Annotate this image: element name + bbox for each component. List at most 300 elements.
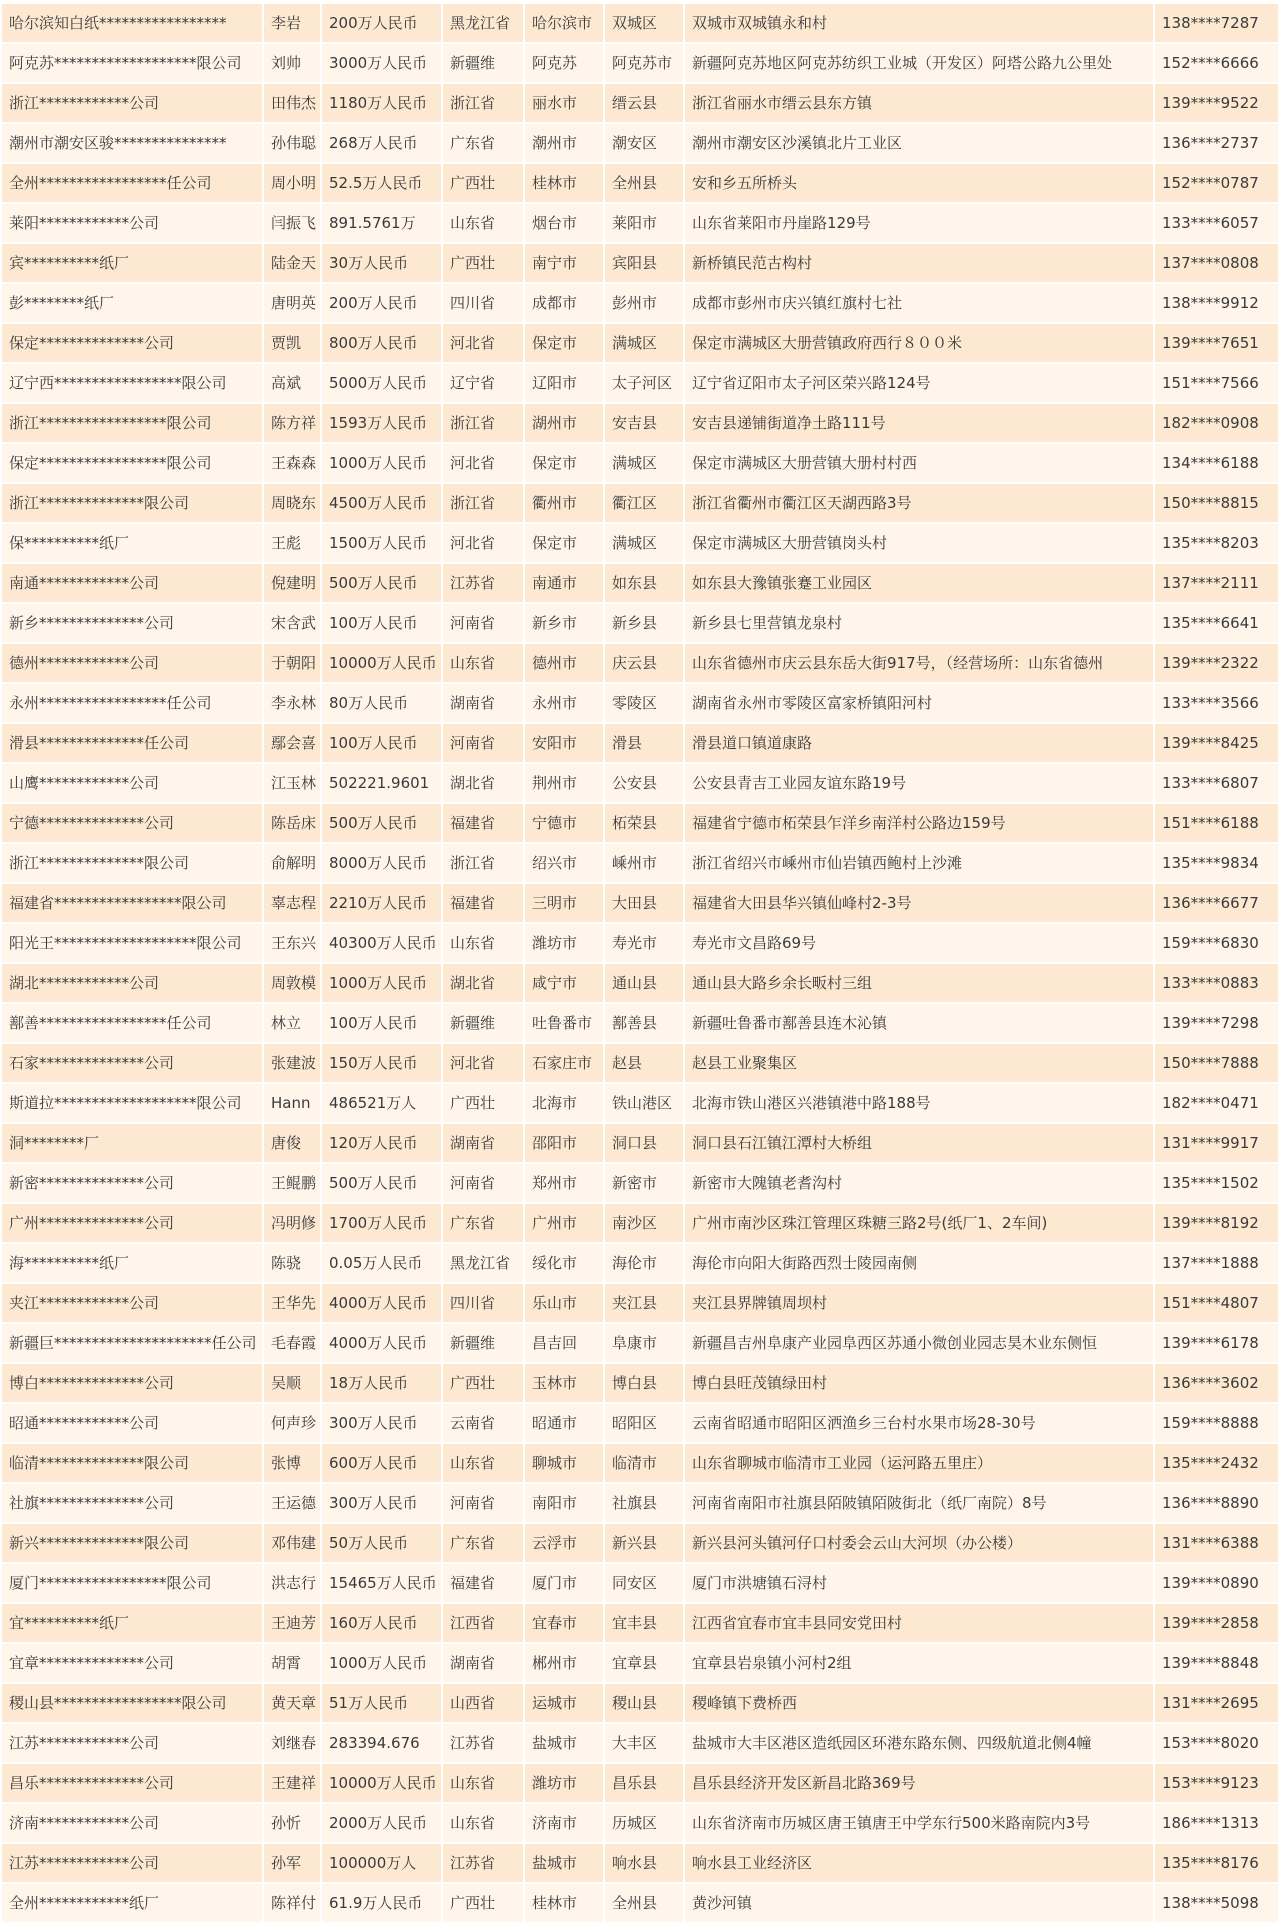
city-cell: 哈尔滨市: [525, 4, 605, 44]
province-cell: 福建省: [443, 884, 525, 924]
company-name-cell: 莱阳************公司: [2, 204, 264, 244]
city-cell: 云浮市: [525, 1524, 605, 1564]
province-cell: 河北省: [443, 324, 525, 364]
city-cell: 潍坊市: [525, 924, 605, 964]
table-row: [2, 284, 1278, 324]
table-row: [2, 924, 1278, 964]
address-cell: 博白县旺茂镇绿田村: [685, 1364, 1155, 1404]
legal-person-cell: 鄢会喜: [264, 724, 322, 764]
company-name-cell: 永州*****************任公司: [2, 684, 264, 724]
table-row: [2, 804, 1278, 844]
table-row: [2, 964, 1278, 1004]
legal-person-cell: 毛春霞: [264, 1324, 322, 1364]
district-cell: 昌乐县: [605, 1764, 685, 1804]
city-cell: 桂林市: [525, 164, 605, 204]
company-name-cell: 浙江************公司: [2, 84, 264, 124]
legal-person-cell: 李永林: [264, 684, 322, 724]
city-cell: 湖州市: [525, 404, 605, 444]
company-name-cell: 昌乐**************公司: [2, 1764, 264, 1804]
phone-cell: 139****2322: [1155, 644, 1278, 684]
district-cell: 彭州市: [605, 284, 685, 324]
district-cell: 庆云县: [605, 644, 685, 684]
legal-person-cell: Hann: [264, 1084, 322, 1124]
district-cell: 全州县: [605, 164, 685, 204]
district-cell: 安吉县: [605, 404, 685, 444]
company-name-cell: 宁德**************公司: [2, 804, 264, 844]
address-cell: 浙江省丽水市缙云县东方镇: [685, 84, 1155, 124]
city-cell: 烟台市: [525, 204, 605, 244]
province-cell: 山东省: [443, 924, 525, 964]
phone-cell: 136****6677: [1155, 884, 1278, 924]
registered-capital-cell: 52.5万人民币: [322, 164, 443, 204]
legal-person-cell: 孙军: [264, 1844, 322, 1884]
city-cell: 昌吉回: [525, 1324, 605, 1364]
registered-capital-cell: 1500万人民币: [322, 524, 443, 564]
company-name-cell: 厦门*****************限公司: [2, 1564, 264, 1604]
address-cell: 福建省大田县华兴镇仙峰村2-3号: [685, 884, 1155, 924]
table-row: [2, 324, 1278, 364]
phone-cell: 131****2695: [1155, 1684, 1278, 1724]
company-name-cell: 临清**************限公司: [2, 1444, 264, 1484]
province-cell: 河南省: [443, 724, 525, 764]
district-cell: 宜章县: [605, 1644, 685, 1684]
province-cell: 河南省: [443, 1484, 525, 1524]
address-cell: 福建省宁德市柘荣县乍洋乡南洋村公路边159号: [685, 804, 1155, 844]
company-name-cell: 博白**************公司: [2, 1364, 264, 1404]
district-cell: 社旗县: [605, 1484, 685, 1524]
province-cell: 黑龙江省: [443, 1244, 525, 1284]
city-cell: 阿克苏: [525, 44, 605, 84]
registered-capital-cell: 1000万人民币: [322, 964, 443, 1004]
phone-cell: 136****2737: [1155, 124, 1278, 164]
phone-cell: 151****4807: [1155, 1284, 1278, 1324]
address-cell: 山东省莱阳市丹崖路129号: [685, 204, 1155, 244]
legal-person-cell: 王森森: [264, 444, 322, 484]
city-cell: 厦门市: [525, 1564, 605, 1604]
company-name-cell: 保**********纸厂: [2, 524, 264, 564]
table-row: [2, 1444, 1278, 1484]
phone-cell: 137****0808: [1155, 244, 1278, 284]
address-cell: 江西省宜春市宜丰县同安党田村: [685, 1604, 1155, 1644]
registered-capital-cell: 80万人民币: [322, 684, 443, 724]
registered-capital-cell: 600万人民币: [322, 1444, 443, 1484]
city-cell: 桂林市: [525, 1884, 605, 1924]
address-cell: 保定市满城区大册营镇政府西行８００米: [685, 324, 1155, 364]
company-name-cell: 滑县**************任公司: [2, 724, 264, 764]
city-cell: 辽阳市: [525, 364, 605, 404]
address-cell: 赵县工业聚集区: [685, 1044, 1155, 1084]
legal-person-cell: 王迪芳: [264, 1604, 322, 1644]
city-cell: 荆州市: [525, 764, 605, 804]
registered-capital-cell: 61.9万人民币: [322, 1884, 443, 1924]
province-cell: 云南省: [443, 1404, 525, 1444]
registered-capital-cell: 1180万人民币: [322, 84, 443, 124]
registered-capital-cell: 500万人民币: [322, 1164, 443, 1204]
address-cell: 昌乐县经济开发区新昌北路369号: [685, 1764, 1155, 1804]
table-row: [2, 364, 1278, 404]
legal-person-cell: 刘帅: [264, 44, 322, 84]
registered-capital-cell: 10000万人民币: [322, 644, 443, 684]
district-cell: 衢江区: [605, 484, 685, 524]
province-cell: 四川省: [443, 1284, 525, 1324]
registered-capital-cell: 891.5761万: [322, 204, 443, 244]
city-cell: 郑州市: [525, 1164, 605, 1204]
legal-person-cell: 陆金天: [264, 244, 322, 284]
company-name-cell: 保定**************公司: [2, 324, 264, 364]
legal-person-cell: 周晓东: [264, 484, 322, 524]
company-name-cell: 辽宁西*****************限公司: [2, 364, 264, 404]
district-cell: 新兴县: [605, 1524, 685, 1564]
company-name-cell: 稷山县*****************限公司: [2, 1684, 264, 1724]
table-row: [2, 84, 1278, 124]
phone-cell: 133****6807: [1155, 764, 1278, 804]
phone-cell: 135****6641: [1155, 604, 1278, 644]
district-cell: 南沙区: [605, 1204, 685, 1244]
city-cell: 吐鲁番市: [525, 1004, 605, 1044]
legal-person-cell: 唐明英: [264, 284, 322, 324]
registered-capital-cell: 800万人民币: [322, 324, 443, 364]
city-cell: 绍兴市: [525, 844, 605, 884]
phone-cell: 136****3602: [1155, 1364, 1278, 1404]
registered-capital-cell: 300万人民币: [322, 1404, 443, 1444]
company-name-cell: 石家**************公司: [2, 1044, 264, 1084]
registered-capital-cell: 10000万人民币: [322, 1764, 443, 1804]
city-cell: 安阳市: [525, 724, 605, 764]
city-cell: 咸宁市: [525, 964, 605, 1004]
company-name-cell: 全州************纸厂: [2, 1884, 264, 1924]
province-cell: 广东省: [443, 1204, 525, 1244]
registered-capital-cell: 5000万人民币: [322, 364, 443, 404]
city-cell: 保定市: [525, 324, 605, 364]
province-cell: 河北省: [443, 524, 525, 564]
city-cell: 聊城市: [525, 1444, 605, 1484]
phone-cell: 138****5098: [1155, 1884, 1278, 1924]
district-cell: 夹江县: [605, 1284, 685, 1324]
company-table: [2, 4, 1278, 1924]
registered-capital-cell: 51万人民币: [322, 1684, 443, 1724]
registered-capital-cell: 160万人民币: [322, 1604, 443, 1644]
table-row: [2, 564, 1278, 604]
table-row: [2, 724, 1278, 764]
table-row: [2, 1124, 1278, 1164]
phone-cell: 137****2111: [1155, 564, 1278, 604]
phone-cell: 139****7298: [1155, 1004, 1278, 1044]
legal-person-cell: 陈方祥: [264, 404, 322, 444]
address-cell: 双城市双城镇永和村: [685, 4, 1155, 44]
legal-person-cell: 冯明修: [264, 1204, 322, 1244]
city-cell: 潮州市: [525, 124, 605, 164]
district-cell: 潮安区: [605, 124, 685, 164]
district-cell: 满城区: [605, 324, 685, 364]
district-cell: 新乡县: [605, 604, 685, 644]
legal-person-cell: 周小明: [264, 164, 322, 204]
legal-person-cell: 胡霄: [264, 1644, 322, 1684]
company-name-cell: 新乡**************公司: [2, 604, 264, 644]
company-name-cell: 浙江**************限公司: [2, 484, 264, 524]
address-cell: 成都市彭州市庆兴镇红旗村七社: [685, 284, 1155, 324]
registered-capital-cell: 1000万人民币: [322, 1644, 443, 1684]
table-row: [2, 1244, 1278, 1284]
district-cell: 缙云县: [605, 84, 685, 124]
district-cell: 昭阳区: [605, 1404, 685, 1444]
company-name-cell: 江苏************公司: [2, 1724, 264, 1764]
district-cell: 响水县: [605, 1844, 685, 1884]
phone-cell: 137****1888: [1155, 1244, 1278, 1284]
company-name-cell: 夹江************公司: [2, 1284, 264, 1324]
phone-cell: 152****6666: [1155, 44, 1278, 84]
province-cell: 广西壮: [443, 164, 525, 204]
phone-cell: 135****8176: [1155, 1844, 1278, 1884]
city-cell: 盐城市: [525, 1844, 605, 1884]
district-cell: 鄯善县: [605, 1004, 685, 1044]
legal-person-cell: 陈骁: [264, 1244, 322, 1284]
phone-cell: 159****8888: [1155, 1404, 1278, 1444]
phone-cell: 131****6388: [1155, 1524, 1278, 1564]
legal-person-cell: 宋含武: [264, 604, 322, 644]
table-row: [2, 124, 1278, 164]
city-cell: 济南市: [525, 1804, 605, 1844]
company-name-cell: 阳光王*******************限公司: [2, 924, 264, 964]
province-cell: 河北省: [443, 444, 525, 484]
phone-cell: 133****0883: [1155, 964, 1278, 1004]
table-row: [2, 1884, 1278, 1924]
province-cell: 湖南省: [443, 1644, 525, 1684]
table-body: [2, 4, 1278, 1924]
district-cell: 阜康市: [605, 1324, 685, 1364]
legal-person-cell: 王运德: [264, 1484, 322, 1524]
district-cell: 宾阳县: [605, 244, 685, 284]
registered-capital-cell: 268万人民币: [322, 124, 443, 164]
table-row: [2, 1844, 1278, 1884]
registered-capital-cell: 4000万人民币: [322, 1324, 443, 1364]
province-cell: 湖北省: [443, 764, 525, 804]
registered-capital-cell: 8000万人民币: [322, 844, 443, 884]
table-row: [2, 484, 1278, 524]
city-cell: 南宁市: [525, 244, 605, 284]
legal-person-cell: 倪建明: [264, 564, 322, 604]
registered-capital-cell: 30万人民币: [322, 244, 443, 284]
city-cell: 绥化市: [525, 1244, 605, 1284]
registered-capital-cell: 200万人民币: [322, 284, 443, 324]
registered-capital-cell: 150万人民币: [322, 1044, 443, 1084]
legal-person-cell: 唐俊: [264, 1124, 322, 1164]
table-row: [2, 1164, 1278, 1204]
registered-capital-cell: 4000万人民币: [322, 1284, 443, 1324]
legal-person-cell: 陈祥付: [264, 1884, 322, 1924]
province-cell: 新疆维: [443, 1004, 525, 1044]
phone-cell: 131****9917: [1155, 1124, 1278, 1164]
province-cell: 湖南省: [443, 1124, 525, 1164]
company-name-cell: 宾**********纸厂: [2, 244, 264, 284]
company-name-cell: 洞********厂: [2, 1124, 264, 1164]
legal-person-cell: 王彪: [264, 524, 322, 564]
legal-person-cell: 李岩: [264, 4, 322, 44]
district-cell: 大丰区: [605, 1724, 685, 1764]
address-cell: 北海市铁山港区兴港镇港中路188号: [685, 1084, 1155, 1124]
province-cell: 山东省: [443, 1804, 525, 1844]
company-name-cell: 宜**********纸厂: [2, 1604, 264, 1644]
address-cell: 公安县青吉工业园友谊东路19号: [685, 764, 1155, 804]
company-name-cell: 广州**************公司: [2, 1204, 264, 1244]
company-name-cell: 全州*****************任公司: [2, 164, 264, 204]
city-cell: 南阳市: [525, 1484, 605, 1524]
address-cell: 山东省德州市庆云县东岳大街917号，（经营场所：山东省德州: [685, 644, 1155, 684]
province-cell: 新疆维: [443, 1324, 525, 1364]
registered-capital-cell: 4500万人民币: [322, 484, 443, 524]
address-cell: 盐城市大丰区港区造纸园区环港东路东侧、四级航道北侧4幢: [685, 1724, 1155, 1764]
address-cell: 浙江省衢州市衢江区天湖西路3号: [685, 484, 1155, 524]
district-cell: 全州县: [605, 1884, 685, 1924]
company-name-cell: 宜章**************公司: [2, 1644, 264, 1684]
table-row: [2, 1324, 1278, 1364]
province-cell: 四川省: [443, 284, 525, 324]
district-cell: 太子河区: [605, 364, 685, 404]
address-cell: 稷峰镇下费桥西: [685, 1684, 1155, 1724]
phone-cell: 153****8020: [1155, 1724, 1278, 1764]
company-name-cell: 彭********纸厂: [2, 284, 264, 324]
phone-cell: 138****9912: [1155, 284, 1278, 324]
address-cell: 新疆吐鲁番市鄯善县连木沁镇: [685, 1004, 1155, 1044]
registered-capital-cell: 0.05万人民币: [322, 1244, 443, 1284]
address-cell: 安和乡五所桥头: [685, 164, 1155, 204]
phone-cell: 151****7566: [1155, 364, 1278, 404]
phone-cell: 139****8192: [1155, 1204, 1278, 1244]
legal-person-cell: 王东兴: [264, 924, 322, 964]
city-cell: 石家庄市: [525, 1044, 605, 1084]
table-row: [2, 444, 1278, 484]
province-cell: 新疆维: [443, 44, 525, 84]
company-name-cell: 潮州市潮安区骏***************: [2, 124, 264, 164]
city-cell: 永州市: [525, 684, 605, 724]
registered-capital-cell: 50万人民币: [322, 1524, 443, 1564]
table-row: [2, 1484, 1278, 1524]
province-cell: 山东省: [443, 644, 525, 684]
district-cell: 新密市: [605, 1164, 685, 1204]
phone-cell: 133****6057: [1155, 204, 1278, 244]
company-name-cell: 斯道拉*******************限公司: [2, 1084, 264, 1124]
city-cell: 广州市: [525, 1204, 605, 1244]
table-row: [2, 1204, 1278, 1244]
legal-person-cell: 刘继春: [264, 1724, 322, 1764]
province-cell: 浙江省: [443, 84, 525, 124]
company-name-cell: 浙江*****************限公司: [2, 404, 264, 444]
legal-person-cell: 邓伟建: [264, 1524, 322, 1564]
city-cell: 成都市: [525, 284, 605, 324]
company-name-cell: 南通************公司: [2, 564, 264, 604]
address-cell: 通山县大路乡余长畈村三组: [685, 964, 1155, 1004]
address-cell: 洞口县石江镇江潭村大桥组: [685, 1124, 1155, 1164]
legal-person-cell: 孙忻: [264, 1804, 322, 1844]
legal-person-cell: 何声珍: [264, 1404, 322, 1444]
phone-cell: 186****1313: [1155, 1804, 1278, 1844]
city-cell: 宜春市: [525, 1604, 605, 1644]
city-cell: 潍坊市: [525, 1764, 605, 1804]
phone-cell: 135****2432: [1155, 1444, 1278, 1484]
province-cell: 江西省: [443, 1604, 525, 1644]
address-cell: 浙江省绍兴市嵊州市仙岩镇西鲍村上沙滩: [685, 844, 1155, 884]
table-row: [2, 44, 1278, 84]
table-row: [2, 1684, 1278, 1724]
province-cell: 河南省: [443, 604, 525, 644]
address-cell: 潮州市潮安区沙溪镇北片工业区: [685, 124, 1155, 164]
district-cell: 柘荣县: [605, 804, 685, 844]
province-cell: 浙江省: [443, 404, 525, 444]
address-cell: 新疆阿克苏地区阿克苏纺织工业城（开发区）阿塔公路九公里处: [685, 44, 1155, 84]
address-cell: 河南省南阳市社旗县陌陂镇陌陂街北（纸厂南院）8号: [685, 1484, 1155, 1524]
table-row: [2, 1524, 1278, 1564]
address-cell: 云南省昭通市昭阳区洒渔乡三台村水果市场28-30号: [685, 1404, 1155, 1444]
legal-person-cell: 洪志行: [264, 1564, 322, 1604]
city-cell: 盐城市: [525, 1724, 605, 1764]
district-cell: 博白县: [605, 1364, 685, 1404]
table-row: [2, 244, 1278, 284]
table-row: [2, 1404, 1278, 1444]
legal-person-cell: 黄天章: [264, 1684, 322, 1724]
address-cell: 山东省聊城市临清市工业园（运河路五里庄）: [685, 1444, 1155, 1484]
province-cell: 山东省: [443, 204, 525, 244]
city-cell: 乐山市: [525, 1284, 605, 1324]
district-cell: 赵县: [605, 1044, 685, 1084]
district-cell: 莱阳市: [605, 204, 685, 244]
city-cell: 北海市: [525, 1084, 605, 1124]
address-cell: 厦门市洪塘镇石浔村: [685, 1564, 1155, 1604]
district-cell: 双城区: [605, 4, 685, 44]
company-name-cell: 海**********纸厂: [2, 1244, 264, 1284]
registered-capital-cell: 1593万人民币: [322, 404, 443, 444]
province-cell: 山西省: [443, 1684, 525, 1724]
legal-person-cell: 辜志程: [264, 884, 322, 924]
address-cell: 新疆昌吉州阜康产业园阜西区苏通小微创业园志昊木业东侧恒: [685, 1324, 1155, 1364]
address-cell: 新乡县七里营镇龙泉村: [685, 604, 1155, 644]
phone-cell: 138****7287: [1155, 4, 1278, 44]
legal-person-cell: 贾凯: [264, 324, 322, 364]
address-cell: 山东省济南市历城区唐王镇唐王中学东行500米路南院内3号: [685, 1804, 1155, 1844]
company-name-cell: 济南************公司: [2, 1804, 264, 1844]
legal-person-cell: 俞解明: [264, 844, 322, 884]
address-cell: 滑县道口镇道康路: [685, 724, 1155, 764]
province-cell: 江苏省: [443, 1844, 525, 1884]
address-cell: 湖南省永州市零陵区富家桥镇阳河村: [685, 684, 1155, 724]
province-cell: 广西壮: [443, 1084, 525, 1124]
registered-capital-cell: 15465万人民币: [322, 1564, 443, 1604]
phone-cell: 182****0908: [1155, 404, 1278, 444]
phone-cell: 136****8890: [1155, 1484, 1278, 1524]
province-cell: 广西壮: [443, 1364, 525, 1404]
table-row: [2, 884, 1278, 924]
company-name-cell: 新密**************公司: [2, 1164, 264, 1204]
legal-person-cell: 张博: [264, 1444, 322, 1484]
company-name-cell: 阿克苏*******************限公司: [2, 44, 264, 84]
phone-cell: 152****0787: [1155, 164, 1278, 204]
phone-cell: 134****6188: [1155, 444, 1278, 484]
city-cell: 玉林市: [525, 1364, 605, 1404]
district-cell: 零陵区: [605, 684, 685, 724]
table-row: [2, 604, 1278, 644]
province-cell: 福建省: [443, 1564, 525, 1604]
legal-person-cell: 王华先: [264, 1284, 322, 1324]
registered-capital-cell: 500万人民币: [322, 804, 443, 844]
registered-capital-cell: 1000万人民币: [322, 444, 443, 484]
phone-cell: 135****9834: [1155, 844, 1278, 884]
phone-cell: 150****7888: [1155, 1044, 1278, 1084]
province-cell: 河北省: [443, 1044, 525, 1084]
province-cell: 山东省: [443, 1764, 525, 1804]
district-cell: 阿克苏市: [605, 44, 685, 84]
phone-cell: 159****6830: [1155, 924, 1278, 964]
company-name-cell: 保定*****************限公司: [2, 444, 264, 484]
company-name-cell: 德州************公司: [2, 644, 264, 684]
phone-cell: 139****0890: [1155, 1564, 1278, 1604]
